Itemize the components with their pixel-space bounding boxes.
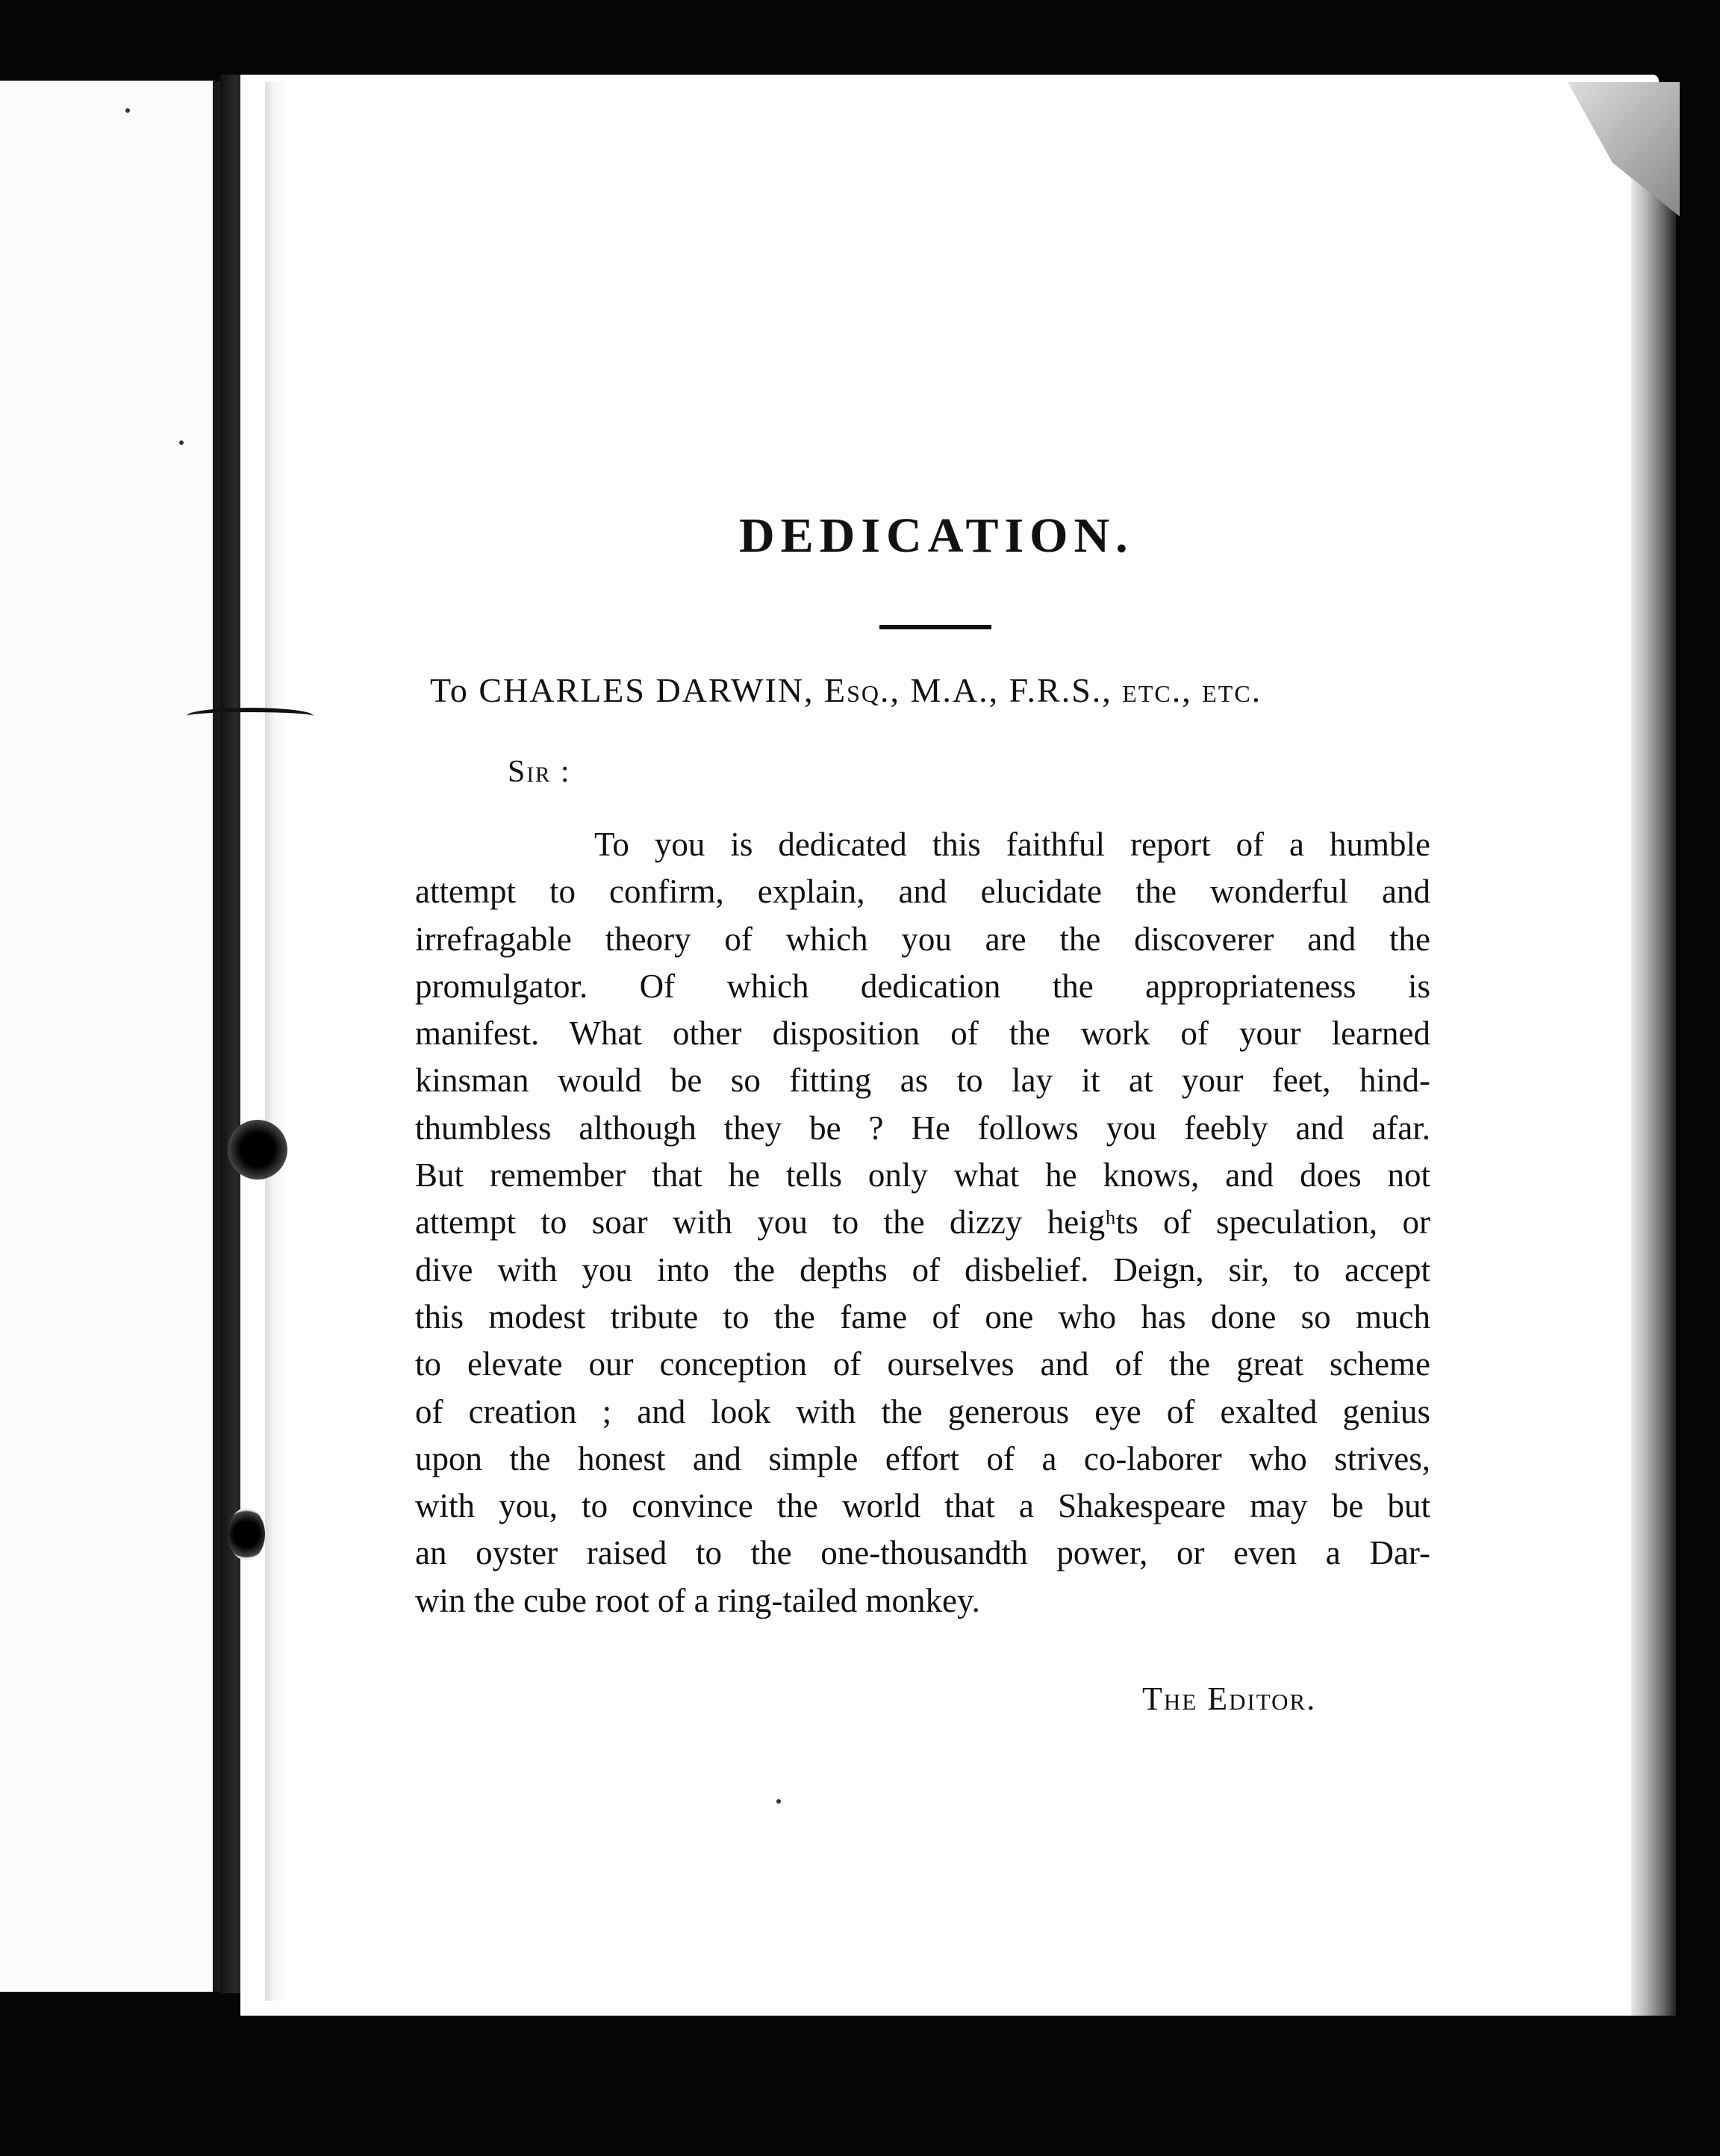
body-line: to elevate our conception of ourselves and of the great scheme — [415, 1345, 1430, 1383]
addressee-titles: Esq., M.A., F.R.S., etc., etc. — [824, 671, 1262, 709]
body-line: To you is dedicated this faithful report of a humble — [594, 826, 1430, 863]
spine-edge — [265, 82, 287, 2001]
body-line: with you, to convince the world that a Shakespeare may be but — [415, 1487, 1430, 1525]
dedication-body — [415, 821, 1430, 1624]
body-line: thumbless although they be ? He follows you feebly and afar. — [415, 1109, 1430, 1147]
binding-stitch — [187, 708, 314, 724]
body-line: this modest tribute to the fame of one who has done so much — [415, 1297, 1430, 1336]
body-line: of creation ; and look with the generous eye of exalted genius — [415, 1392, 1430, 1430]
page-title: DEDICATION. — [739, 508, 1134, 563]
scan-speck — [125, 108, 130, 113]
body-line: win the cube root of a ring-tailed monkey. — [415, 1581, 980, 1619]
page-edge — [1631, 82, 1676, 2016]
binding-hole — [228, 1508, 265, 1560]
left-page — [0, 81, 220, 1992]
body-line: kinsman would be so fitting as to lay it at your feet, hind- — [415, 1062, 1430, 1100]
title-rule — [879, 625, 991, 629]
body-line: attempt to soar with you to the dizzy heigʰts of speculation, or — [415, 1203, 1430, 1241]
scan-speck — [179, 440, 184, 445]
body-line: irrefragable theory of which you are the discoverer and the — [415, 920, 1430, 958]
binding-hole — [228, 1120, 287, 1180]
body-line: promulgator. Of which dedication the appropriateness is — [415, 967, 1430, 1005]
body-line: an oyster raised to the one-thousandth power, or even a Dar- — [415, 1534, 1430, 1572]
salutation: Sir : — [508, 755, 571, 789]
addressee-name: To CHARLES DARWIN, — [430, 671, 814, 709]
scan-speck — [776, 1799, 781, 1804]
body-line: attempt to confirm, explain, and elucidate the wonderful and — [415, 873, 1430, 911]
body-line: upon the honest and simple effort of a co-laborer who strives, — [415, 1439, 1430, 1477]
addressee — [430, 670, 1262, 710]
body-line: dive with you into the depths of disbelief. Deign, sir, to accept — [415, 1250, 1430, 1289]
body-line: manifest. What other disposition of the work of your learned — [415, 1015, 1430, 1053]
body-line: But remember that he tells only what he knows, and does not — [415, 1156, 1430, 1194]
signature: The Editor. — [1142, 1680, 1317, 1717]
